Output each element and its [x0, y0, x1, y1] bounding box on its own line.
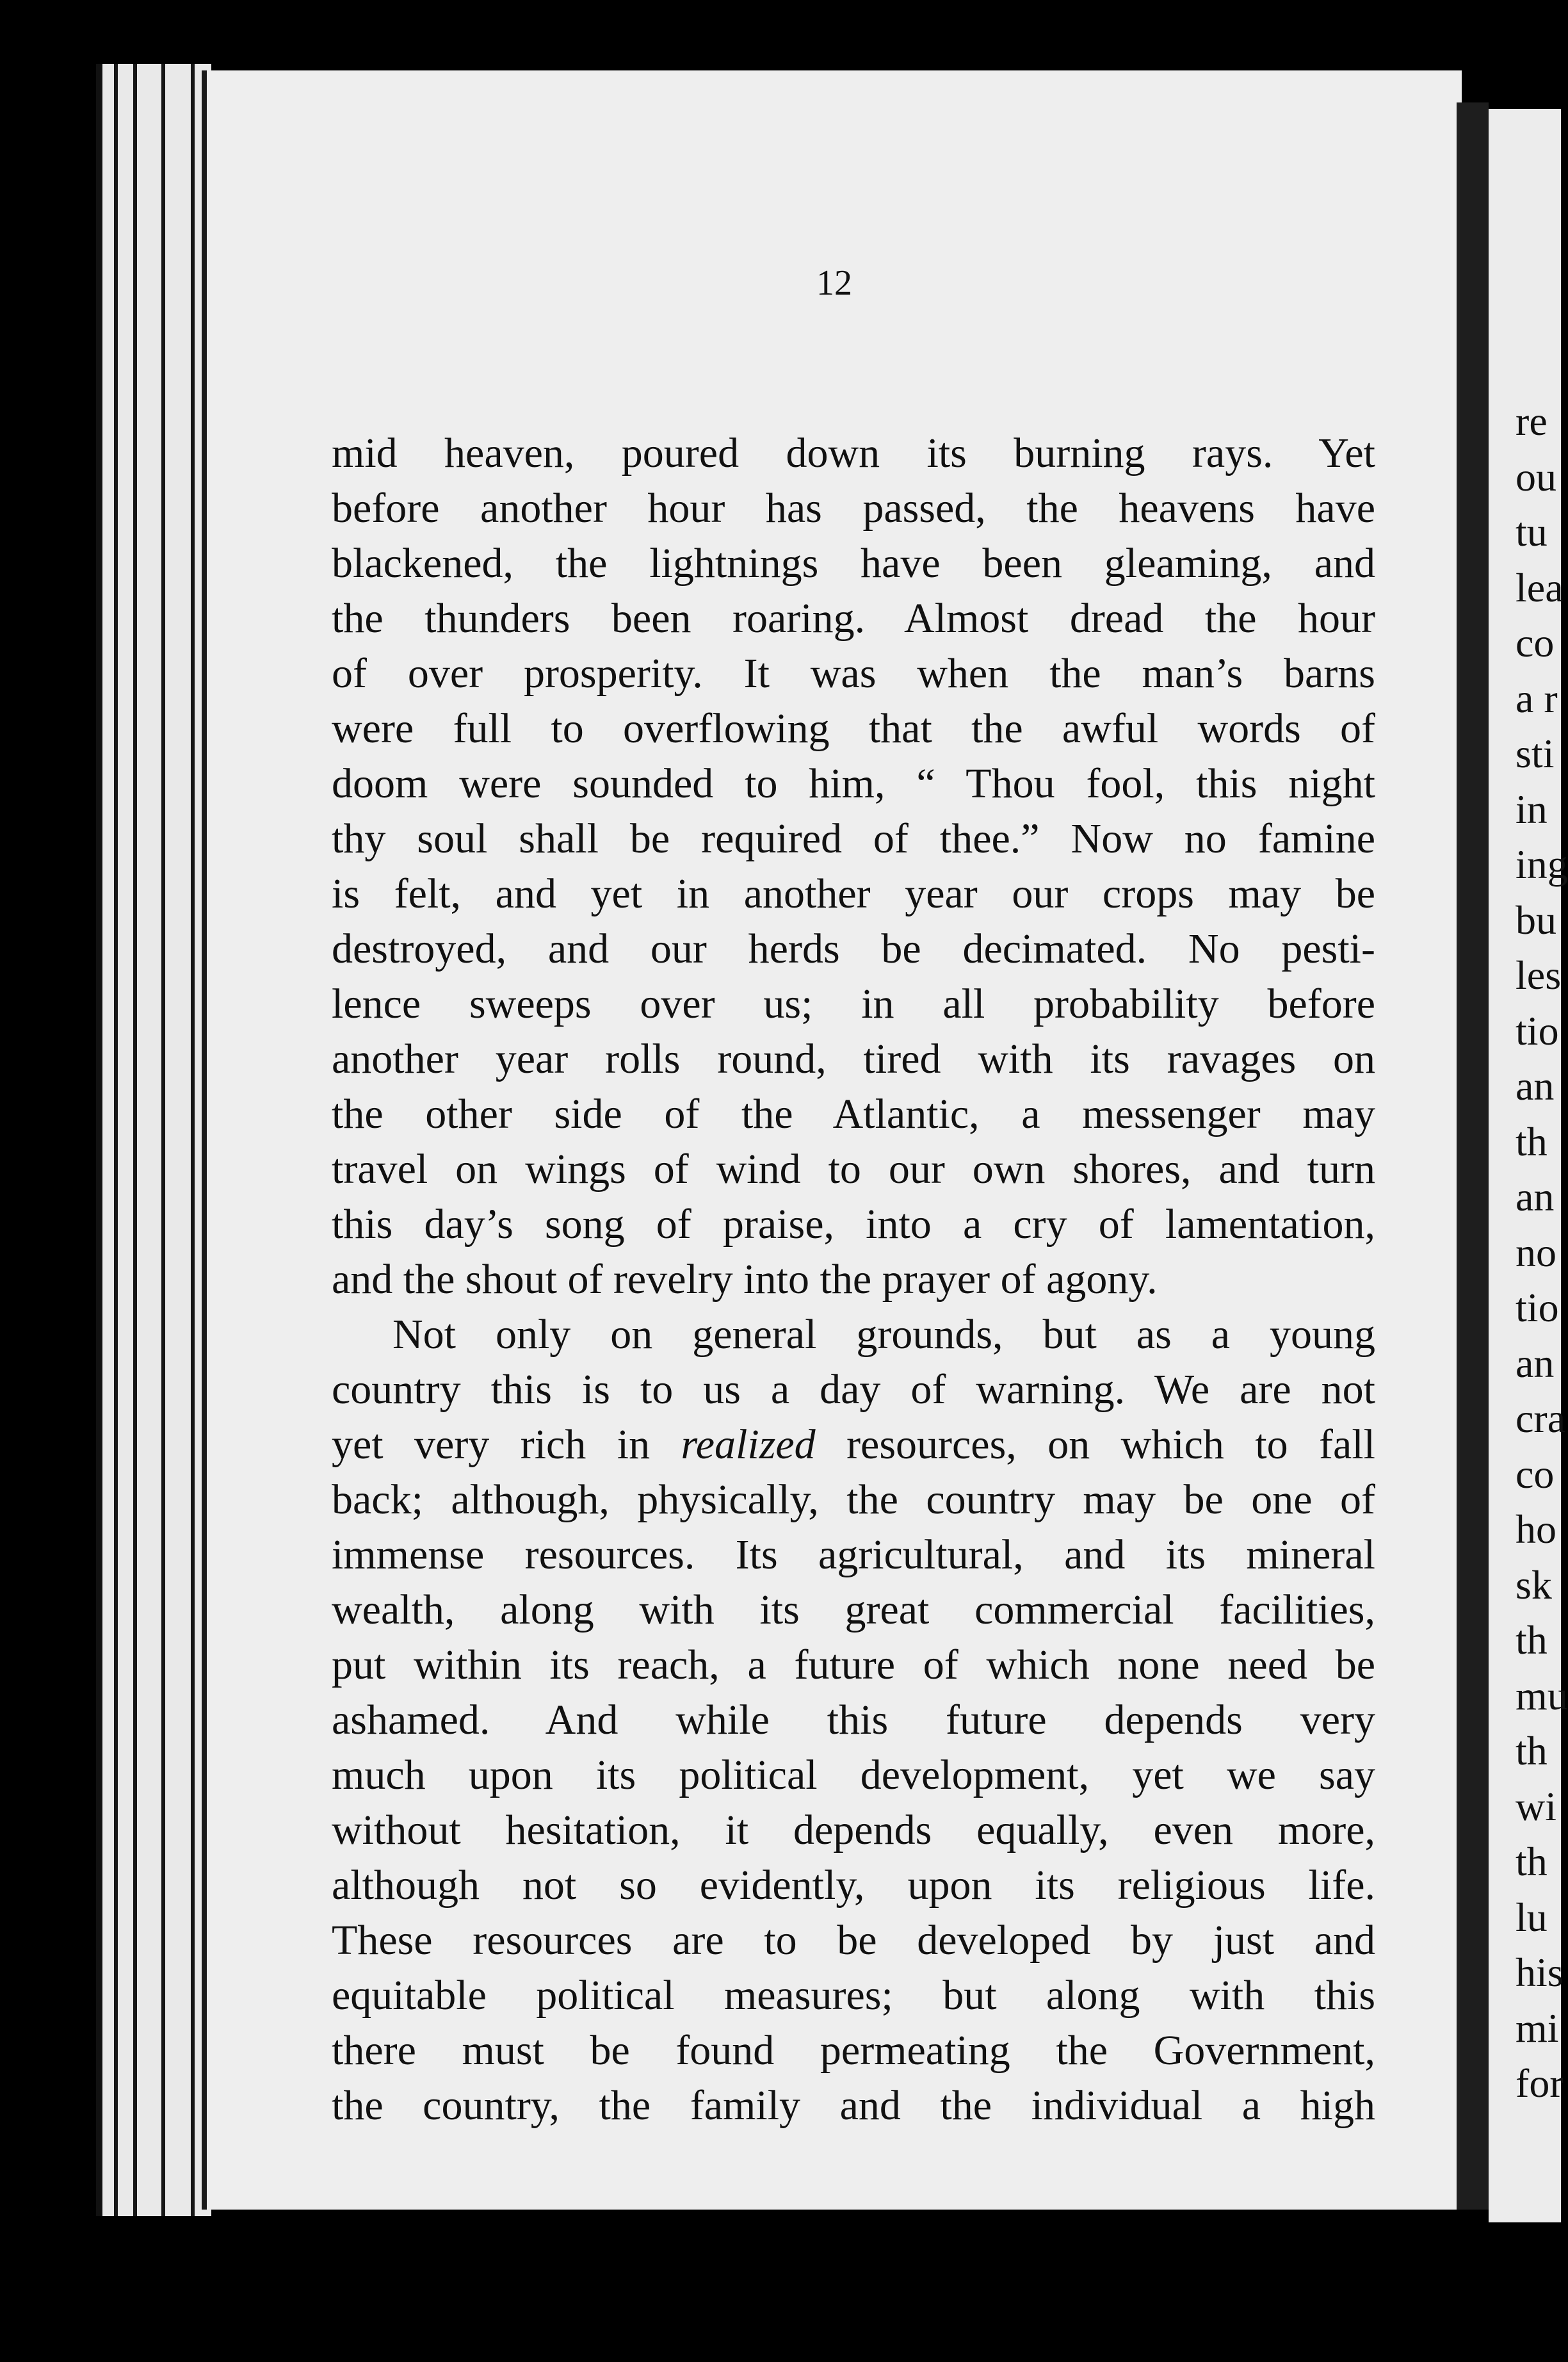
facing-page-line-fragment: for — [1515, 2060, 1564, 2106]
facing-page-line-fragment: sti — [1515, 731, 1555, 776]
text-line: put within its reach, a future of which none need be — [332, 1641, 1375, 1688]
book-spine-edges — [96, 64, 211, 2216]
text-line: mid heaven, poured down its burning rays. Yet — [332, 430, 1375, 476]
facing-page-line-fragment: a r — [1515, 675, 1558, 721]
facing-page-line-fragment: an — [1515, 1174, 1555, 1219]
text-line: this day’s song of praise, into a cry of lamentation, — [332, 1201, 1375, 1248]
facing-page-line-fragment: tio — [1515, 1007, 1559, 1054]
facing-page-line-fragment: re — [1515, 398, 1548, 444]
facing-page-line-fragment: in — [1515, 786, 1548, 832]
facing-page-line-fragment: co — [1515, 620, 1555, 665]
facing-page-fragment — [1489, 109, 1568, 2222]
spine-rule — [133, 64, 137, 2216]
facing-page-line-fragment: bu — [1515, 897, 1556, 943]
spine-rule — [114, 64, 118, 2216]
text-line: although not so evidently, upon its religious life. — [332, 1862, 1375, 1909]
page-number: 12 — [816, 263, 852, 303]
facing-page-line-fragment: les — [1515, 952, 1562, 998]
text-line: before another hour has passed, the heavens have — [332, 485, 1375, 532]
facing-page-line-fragment: his — [1515, 1950, 1564, 1995]
text-line: is felt, and yet in another year our crops may be — [332, 870, 1375, 917]
text-line: Not only on general grounds, but as a young — [392, 1311, 1375, 1358]
text-line: the country, the family and the individual a high — [332, 2082, 1375, 2129]
spine-rule — [161, 64, 165, 2216]
facing-page-line-fragment: lea — [1515, 564, 1564, 610]
text-line: travel on wings of wind to our own shores, and turn — [332, 1146, 1375, 1193]
body-text — [332, 426, 1375, 2133]
facing-page-line-fragment: tio — [1515, 1285, 1559, 1330]
facing-page-line-fragment: mi — [1515, 2005, 1559, 2051]
text-line: the other side of the Atlantic, a messenger may — [332, 1091, 1375, 1137]
facing-page-line-fragment: th — [1515, 1839, 1548, 1884]
facing-page-line-fragment: no — [1515, 1229, 1556, 1275]
facing-page-line-fragment: sk — [1515, 1561, 1552, 1608]
text-line: back; although, physically, the country may be one of — [332, 1476, 1375, 1523]
text-line: doom were sounded to him, “ Thou fool, this night — [332, 760, 1375, 807]
facing-page-line-fragment: an — [1515, 1063, 1555, 1109]
text-line: the thunders been roaring. Almost dread the hour — [332, 595, 1375, 642]
facing-page-line-fragment: ho — [1515, 1506, 1556, 1552]
text-line: yet very rich in realized resources, on which to fall — [332, 1421, 1375, 1468]
text-line: These resources are to be developed by just and — [332, 1917, 1375, 1964]
page-gutter — [1457, 102, 1489, 2210]
text-line: equitable political measures; but along with this — [332, 1972, 1375, 2019]
text-line: were full to overflowing that the awful words of — [332, 705, 1375, 752]
facing-page-line-fragment: wi — [1515, 1783, 1556, 1829]
text-line: destroyed, and our herds be decimated. No pesti- — [332, 925, 1375, 972]
facing-page-line-fragment: co — [1515, 1451, 1555, 1497]
text-line: another year rolls round, tired with its ravages on — [332, 1036, 1375, 1082]
facing-page-line-fragment: ou — [1515, 453, 1556, 500]
facing-page-line-fragment: th — [1515, 1617, 1548, 1663]
text-line: thy soul shall be required of thee.” Now no famine — [332, 815, 1375, 862]
text-line: much upon its political development, yet we say — [332, 1752, 1375, 1798]
text-line: without hesitation, it depends equally, even more, — [332, 1807, 1375, 1853]
spine-rule — [191, 64, 195, 2216]
text-line: there must be found permeating the Government, — [332, 2027, 1375, 2074]
facing-page-line-fragment: th — [1515, 1728, 1548, 1773]
text-line: immense resources. Its agricultural, and its mineral — [332, 1531, 1375, 1578]
facing-page-line-fragment: an — [1515, 1340, 1555, 1386]
facing-page-line-fragment: tu — [1515, 509, 1548, 555]
text-line: and the shout of revelry into the prayer of agony. — [332, 1256, 1158, 1303]
facing-page-line-fragment: lu — [1515, 1894, 1548, 1940]
text-line: blackened, the lightnings have been gleaming, and — [332, 540, 1375, 587]
facing-page-line-fragment: ing — [1515, 842, 1568, 887]
facing-page-line-fragment: cra — [1515, 1396, 1566, 1441]
text-line: wealth, along with its great commercial facilities, — [332, 1586, 1375, 1633]
book-page — [202, 70, 1462, 2210]
text-line: ashamed. And while this future depends very — [332, 1697, 1375, 1743]
text-line: lence sweeps over us; in all probability before — [332, 981, 1375, 1027]
text-line: country this is to us a day of warning. We are not — [332, 1366, 1375, 1413]
facing-page-line-fragment: mu — [1515, 1672, 1568, 1718]
text-line: of over prosperity. It was when the man’s barns — [332, 650, 1375, 697]
facing-page-line-fragment: th — [1515, 1118, 1548, 1164]
